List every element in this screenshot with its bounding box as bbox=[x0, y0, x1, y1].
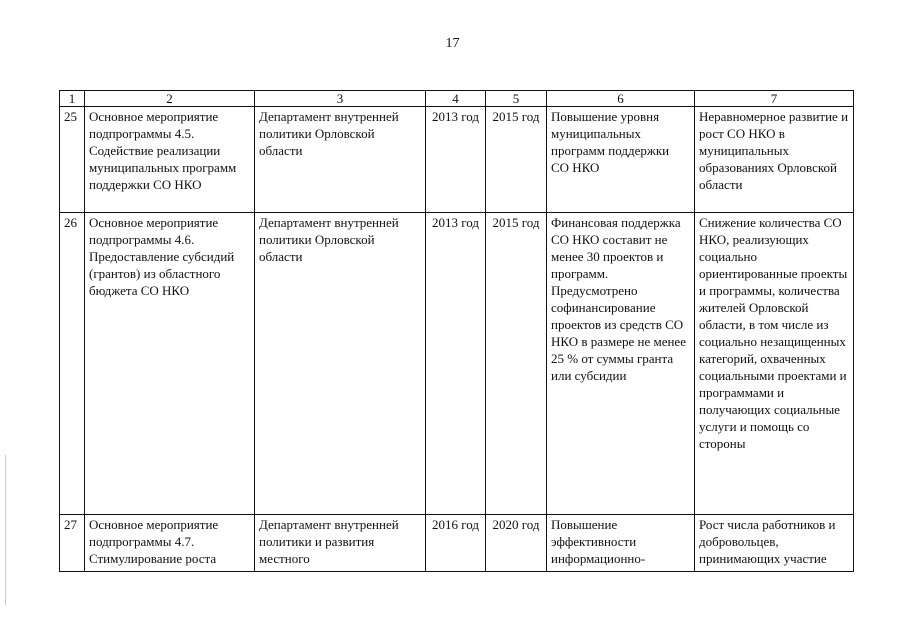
expected-result-cell: Повышение уровня муниципальных программ поддержки СО НКО bbox=[547, 107, 695, 213]
column-header: 6 bbox=[547, 91, 695, 107]
end-year-cell: 2015 год bbox=[486, 107, 547, 213]
table-row bbox=[60, 213, 854, 515]
expected-result-cell: Повышение эффективности информационно- bbox=[547, 515, 695, 572]
end-year-cell: 2020 год bbox=[486, 515, 547, 572]
end-year-cell: 2015 год bbox=[486, 213, 547, 515]
start-year-cell: 2013 год bbox=[426, 213, 486, 515]
scan-margin-mark bbox=[5, 455, 6, 605]
consequence-cell: Неравномерное развитие и рост СО НКО в муниципальных образованиях Орловской области bbox=[695, 107, 854, 213]
row-number: 26 bbox=[60, 213, 85, 515]
executor-cell: Департамент внутренней политики Орловской области bbox=[255, 107, 426, 213]
column-header: 5 bbox=[486, 91, 547, 107]
column-header: 2 bbox=[85, 91, 255, 107]
consequence-cell: Снижение количества СО НКО, реализующих социально ориентированные проекты и программы, количества жителей Орловской области, в том числе из социально незащищенных категорий, охваченных социальными проектами и программами и получающих социальные услуги и помощь со стороны bbox=[695, 213, 854, 515]
column-header: 7 bbox=[695, 91, 854, 107]
event-cell: Основное мероприятие подпрограммы 4.7. Стимулирование роста bbox=[85, 515, 255, 572]
table-row bbox=[60, 515, 854, 572]
row-number: 27 bbox=[60, 515, 85, 572]
start-year-cell: 2013 год bbox=[426, 107, 486, 213]
row-number: 25 bbox=[60, 107, 85, 213]
executor-cell: Департамент внутренней политики Орловской области bbox=[255, 213, 426, 515]
column-header: 1 bbox=[60, 91, 85, 107]
table-header-row bbox=[60, 91, 854, 107]
event-cell: Основное мероприятие подпрограммы 4.5. Содействие реализации муниципальных программ поддержки СО НКО bbox=[85, 107, 255, 213]
column-header: 4 bbox=[426, 91, 486, 107]
executor-cell: Департамент внутренней политики и развития местного bbox=[255, 515, 426, 572]
consequence-cell: Рост числа работников и добровольцев, принимающих участие bbox=[695, 515, 854, 572]
expected-result-cell: Финансовая поддержка СО НКО составит не менее 30 проектов и программ. Предусмотрено софинансирование проектов из средств СО НКО в размере не менее 25 % от суммы гранта или субсидии bbox=[547, 213, 695, 515]
column-header: 3 bbox=[255, 91, 426, 107]
program-activities-table bbox=[59, 90, 854, 572]
event-cell: Основное мероприятие подпрограммы 4.6. Предоставление субсидий (грантов) из областного бюджета СО НКО bbox=[85, 213, 255, 515]
page-number: 17 bbox=[445, 36, 460, 51]
table-row bbox=[60, 107, 854, 213]
start-year-cell: 2016 год bbox=[426, 515, 486, 572]
